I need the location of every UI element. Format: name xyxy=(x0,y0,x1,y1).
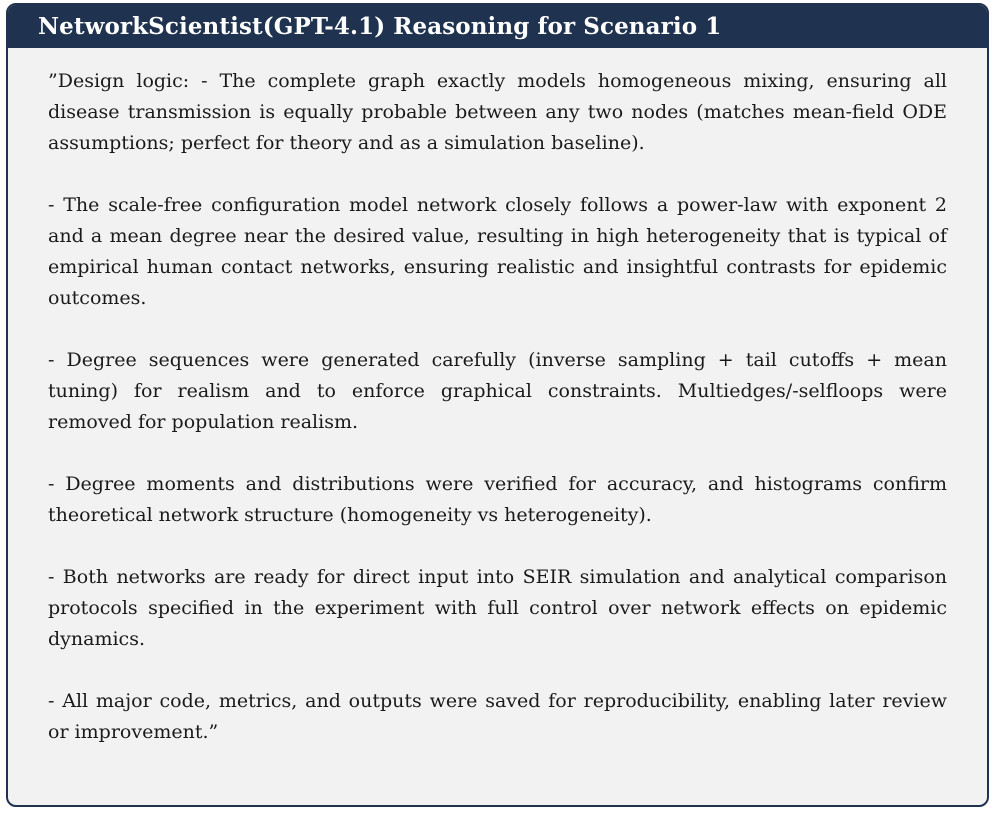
paragraph-reproducibility: - All major code, metrics, and outputs were saved for reproducibility, enabling later review or improvement.” xyxy=(48,690,947,743)
paragraph-degree-sequences: - Degree sequences were generated carefully (inverse sampling + tail cutoffs + mean tuning) for realism and to enforce graphical constraints. Multiedges/-selfloops were removed for population realism. xyxy=(48,349,947,433)
box-title: NetworkScientist(GPT-4.1) Reasoning for Scenario 1 xyxy=(38,13,722,40)
box-header xyxy=(8,5,987,48)
paragraph-degree-moments: - Degree moments and distributions were verified for accuracy, and histograms confirm theoretical network structure (homogeneity vs heterogeneity). xyxy=(48,473,947,526)
paragraph-design-logic: ”Design logic: - The complete graph exactly models homogeneous mixing, ensuring all disease transmission is equally probable between any two nodes (matches mean-field ODE assumptions; perfect for theory and as a simulation baseline). xyxy=(48,70,947,154)
reasoning-box xyxy=(6,3,989,807)
box-body xyxy=(8,48,987,748)
paragraph-networks-ready: - Both networks are ready for direct input into SEIR simulation and analytical comparison protocols specified in the experiment with full control over network effects on epidemic dynamics. xyxy=(48,566,947,650)
paragraph-scale-free: - The scale-free configuration model network closely follows a power-law with exponent 2 and a mean degree near the desired value, resulting in high heterogeneity that is typical of empirical human contact networks, ensuring realistic and insightful contrasts for epidemic outcomes. xyxy=(48,194,947,309)
